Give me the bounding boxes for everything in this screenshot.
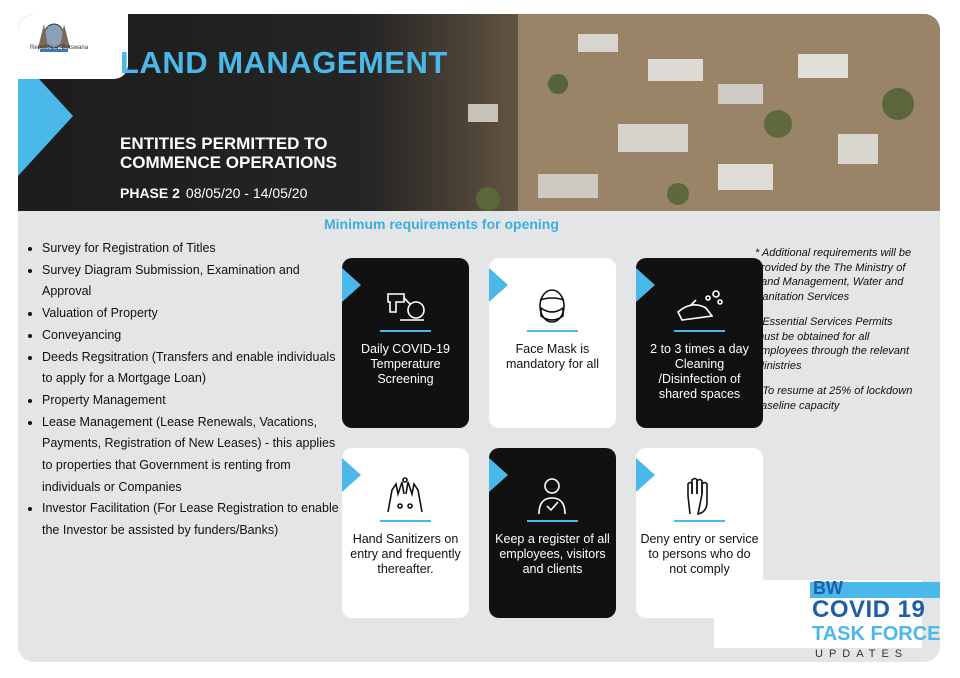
card-text: Face Mask is mandatory for all [505, 342, 600, 371]
card-text: Deny entry or service to persons who do not comply [640, 532, 759, 576]
aerial-village-photo [18, 14, 940, 211]
page-title-text: LAND MANAGEMENT [120, 45, 448, 80]
card-divider [380, 520, 431, 522]
phase-dates: 08/05/20 - 14/05/20 [185, 185, 308, 201]
card-divider [380, 330, 431, 332]
card-text: Hand Sanitizers on entry and frequently thereafter. [350, 532, 461, 576]
card-accent-triangle [636, 268, 655, 302]
list-item: • Survey for Registration of Titles [42, 238, 342, 260]
cleaning-spray-icon [672, 286, 727, 326]
page-subtitle [120, 134, 337, 172]
note-capacity: * To resume at 25% of lockdown baseline capacity [755, 385, 913, 412]
thermometer-scan-icon [378, 286, 433, 326]
card-accent-triangle [342, 458, 361, 492]
card-divider [674, 520, 725, 522]
subtitle-line-2: COMMENCE OPERATIONS [120, 153, 337, 172]
additional-notes [755, 246, 915, 424]
branding-bw: BW [813, 578, 843, 598]
phase-info [120, 185, 307, 201]
face-mask-icon [525, 286, 580, 326]
card-accent-triangle [489, 268, 508, 302]
card-accent-triangle [342, 268, 361, 302]
subtitle-line-1: ENTITIES PERMITTED TO [120, 134, 328, 153]
logo-caption: Republic of Botswana [30, 45, 89, 51]
requirement-card-register [489, 448, 616, 618]
card-text: Keep a register of all employees, visitors and clients [495, 532, 610, 576]
note-permits: * Essential Services Permits must be obtained for all employees through the relevant Ministries [755, 316, 910, 372]
phase-label: PHASE 2 [120, 185, 180, 201]
stop-hand-icon [672, 476, 727, 516]
header-banner [18, 14, 940, 211]
page-title [120, 46, 448, 79]
requirement-card-face-mask [489, 258, 616, 428]
list-item: • Investor Facilitation (For Lease Registration to enable the Investor be assisted by funders/Banks) [42, 498, 342, 541]
card-divider [527, 330, 578, 332]
card-divider [674, 330, 725, 332]
requirement-card-hand-sanitizer [342, 448, 469, 618]
list-item: • Deeds Regsitration (Transfers and enable individuals to apply for a Mortgage Loan) [42, 347, 342, 390]
list-item: • Valuation of Property [42, 303, 342, 325]
services-list [28, 238, 342, 542]
list-item: • Lease Management (Lease Renewals, Vacations, Payments, Registration of New Leases) - this applies to properties that Government is renting from individuals or Companies [42, 412, 342, 499]
requirement-card-cleaning [636, 258, 763, 428]
requirement-card-temperature [342, 258, 469, 428]
card-accent-triangle [636, 458, 655, 492]
card-accent-triangle [489, 458, 508, 492]
card-divider [527, 520, 578, 522]
list-item: • Survey Diagram Submission, Examination and Approval [42, 260, 342, 303]
hand-wash-icon [378, 476, 433, 516]
branding-updates: UPDATES [815, 648, 909, 660]
branding-task-force: TASK FORCE [812, 623, 941, 645]
list-item: • Property Management [42, 390, 342, 412]
card-text: 2 to 3 times a day Cleaning /Disinfection of shared spaces [650, 342, 749, 401]
list-item: • Conveyancing [42, 325, 342, 347]
coat-of-arms-icon [18, 14, 128, 64]
requirements-title: Minimum requirements for opening [324, 216, 559, 232]
branding-covid: COVID 19 [812, 596, 926, 623]
card-text: Daily COVID-19 Temperature Screening [361, 342, 450, 386]
coat-of-arms-logo [18, 14, 128, 79]
note-additional-requirements: * Additional requirements will be provided by the The Ministry of Land Management, Water and Sanitation Services [755, 247, 912, 303]
person-register-icon [525, 476, 580, 516]
